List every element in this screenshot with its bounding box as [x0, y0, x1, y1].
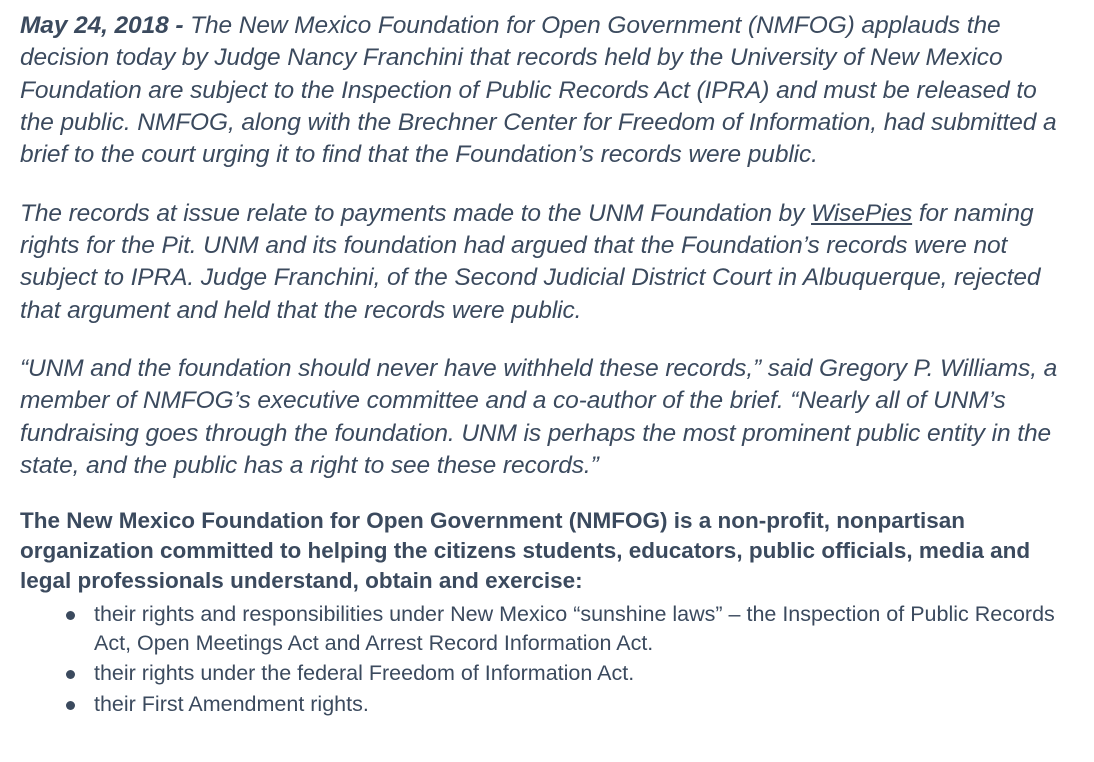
bullet-dot-icon: [66, 701, 75, 710]
list-item: [66, 659, 1074, 688]
press-release-date: May 24, 2018 -: [20, 12, 191, 39]
paragraph-opening-text: The New Mexico Foundation for Open Government (NMFOG) applauds the decision today by Judge Nancy Franchini that records held by the University of New Mexico Foundation are subject to the Inspection of Public Records Act (IPRA) and must be released to the public. NMFOG, along with the Brechner Center for Freedom of Information, had submitted a brief to the court urging it to find that the Foundation’s records were public.: [20, 12, 1057, 169]
wisepies-link[interactable]: WisePies: [811, 199, 913, 227]
paragraph-records-at-issue: [20, 198, 1074, 327]
bullet-dot-icon: [66, 670, 75, 679]
paragraph-records-text-after-link: for naming rights for the Pit. UNM and its foundation had argued that the Foundation’s records were not subject to IPRA. Judge Franchini, of the Second Judicial District Court in Albuquerque, rejected that argument and held that the records were public.: [20, 199, 1041, 324]
organization-description: The New Mexico Foundation for Open Government (NMFOG) is a non-profit, nonpartisan organization committed to helping the citizens students, educators, public officials, media and legal professionals understand, obtain and exercise:: [20, 508, 1031, 594]
list-item: [66, 690, 1074, 719]
paragraph-quote: “UNM and the foundation should never have withheld these records,” said Gregory P. Williams, a member of NMFOG’s executive committee and a co-author of the brief. “Nearly all of UNM’s fundraising goes through the foundation. UNM is perhaps the most prominent public entity in the state, and the public has a right to see these records.”: [20, 354, 1058, 479]
list-item-label: their rights under the federal Freedom of Information Act.: [94, 661, 635, 686]
bullet-dot-icon: [66, 611, 75, 620]
paragraph-opening: [20, 10, 1074, 172]
mission-bullet-list: [20, 600, 1074, 718]
list-item: [66, 600, 1074, 657]
paragraph-records-text-before-link: The records at issue relate to payments made to the UNM Foundation by: [20, 199, 812, 227]
list-item-label: their First Amendment rights.: [94, 691, 369, 716]
list-item-label: their rights and responsibilities under New Mexico “sunshine laws” – the Inspection of Public Records Act, Open Meetings Act and Arrest Record Information Act.: [94, 602, 1055, 655]
